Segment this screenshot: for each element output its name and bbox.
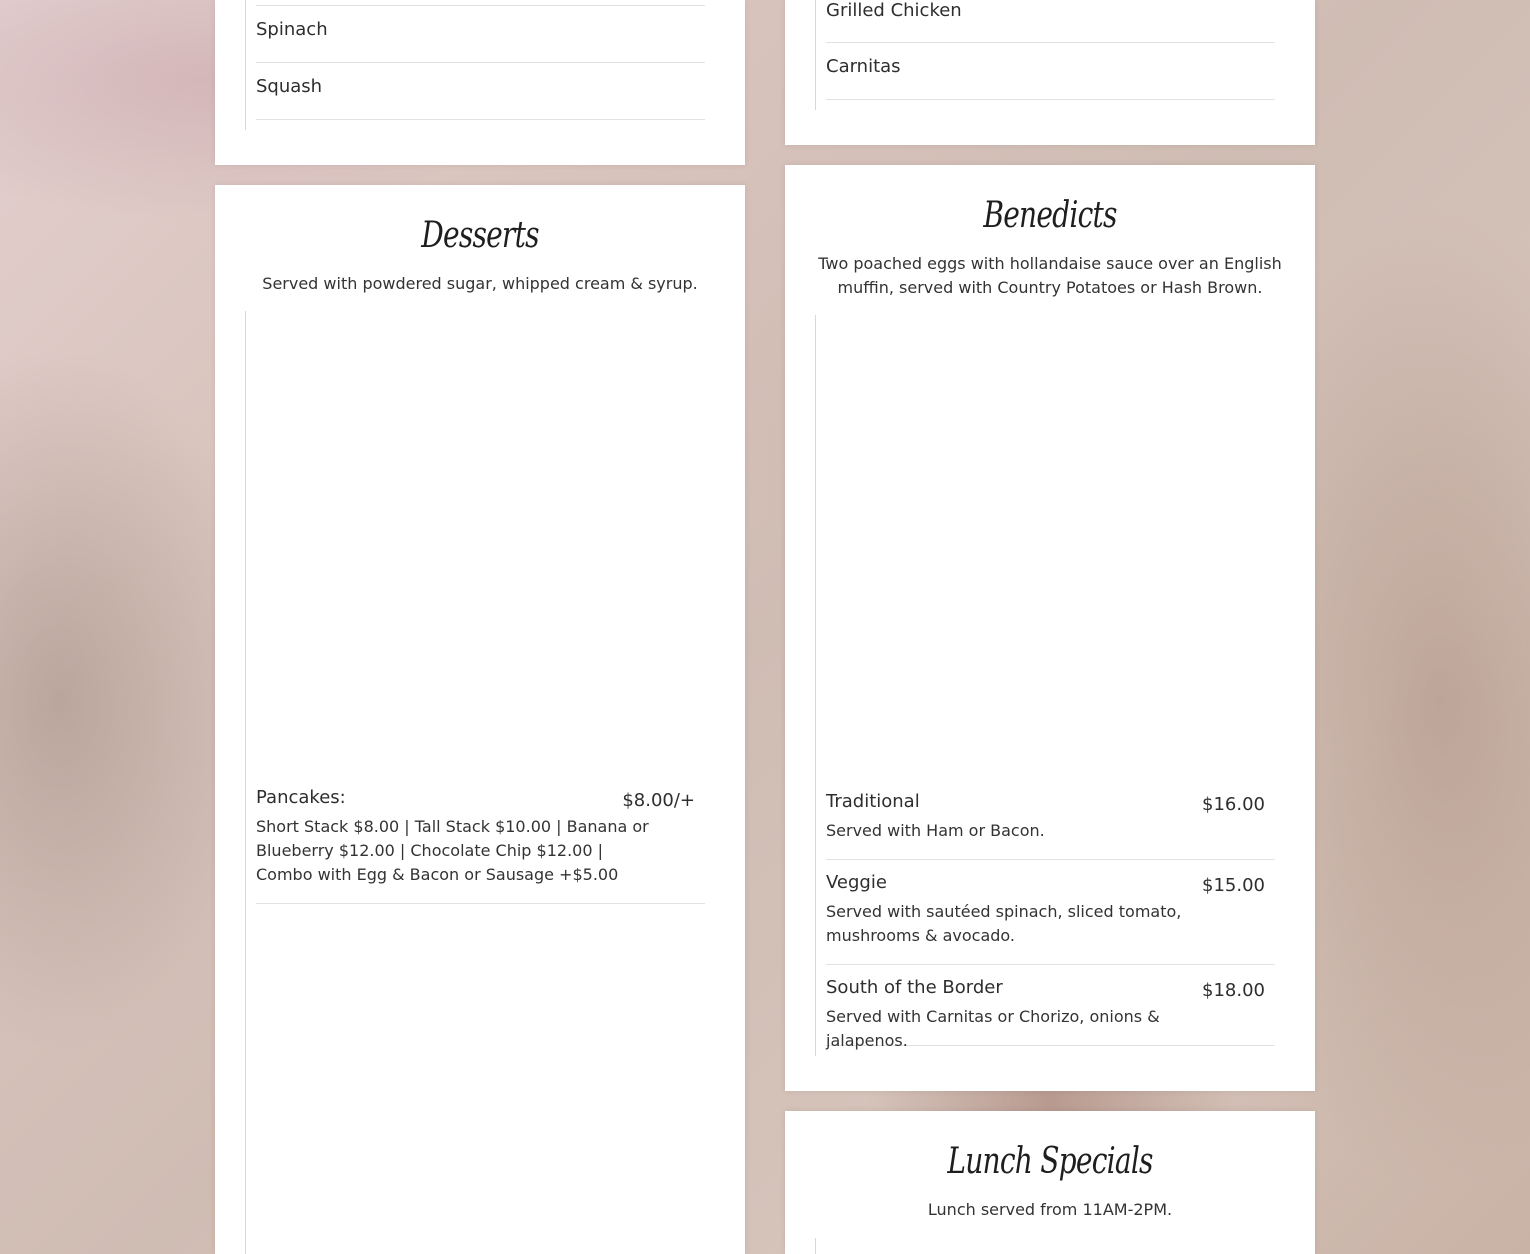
card-divider-line <box>245 311 246 1254</box>
item-description: Served with Ham or Bacon. <box>826 821 1045 840</box>
list-item <box>826 0 1275 43</box>
section-title: Benedicts <box>983 195 1117 236</box>
item-description: Served with sautéed spinach, sliced tomato, mushrooms & avocado. <box>826 902 1182 945</box>
card-divider-line <box>245 0 246 130</box>
section-title: Lunch Specials <box>947 1141 1153 1182</box>
item-name: South of the Border <box>826 977 1003 998</box>
desserts-card <box>215 185 745 1254</box>
list-item <box>826 43 1275 100</box>
item-name: Grilled Chicken <box>826 0 962 21</box>
list-item <box>256 63 705 120</box>
card-divider-line <box>815 315 816 1056</box>
item-description: Short Stack $8.00 | Tall Stack $10.00 | Banana or Blueberry $12.00 | Chocolate Chip $12.00 | Combo with Egg & Bacon or Sausage +$5.00 <box>256 817 649 884</box>
item-price: $18.00 <box>1202 980 1265 1001</box>
proteins-card <box>785 0 1315 145</box>
item-name: Carnitas <box>826 56 901 77</box>
list-item <box>256 6 705 63</box>
section-title: Desserts <box>421 215 539 256</box>
item-name: Pancakes: <box>256 787 346 808</box>
lunch-specials-card <box>785 1111 1315 1254</box>
card-divider-line <box>815 0 816 110</box>
benedicts-card <box>785 165 1315 1091</box>
section-subtitle: Served with powdered sugar, whipped cream & syrup. <box>262 274 698 293</box>
fillings-card <box>215 0 745 165</box>
menu-item <box>826 791 1275 860</box>
item-name: Traditional <box>826 791 920 812</box>
section-subtitle: Two poached eggs with hollandaise sauce over an English muffin, served with Country Potatoes or Hash Brown. <box>818 254 1282 297</box>
item-price: $15.00 <box>1202 875 1265 896</box>
item-description: Served with Carnitas or Chorizo, onions & jalapenos. <box>826 1007 1160 1050</box>
item-price: $8.00/+ <box>622 790 695 811</box>
section-subtitle: Lunch served from 11AM-2PM. <box>927 1200 1173 1219</box>
menu-item <box>826 872 1275 965</box>
item-price: $16.00 <box>1202 794 1265 815</box>
menu-item <box>256 787 705 904</box>
item-name: Squash <box>256 76 323 97</box>
card-divider-line <box>815 1238 816 1254</box>
item-name: Spinach <box>256 19 328 40</box>
menu-item <box>826 977 1275 1050</box>
item-name: Veggie <box>826 872 887 893</box>
